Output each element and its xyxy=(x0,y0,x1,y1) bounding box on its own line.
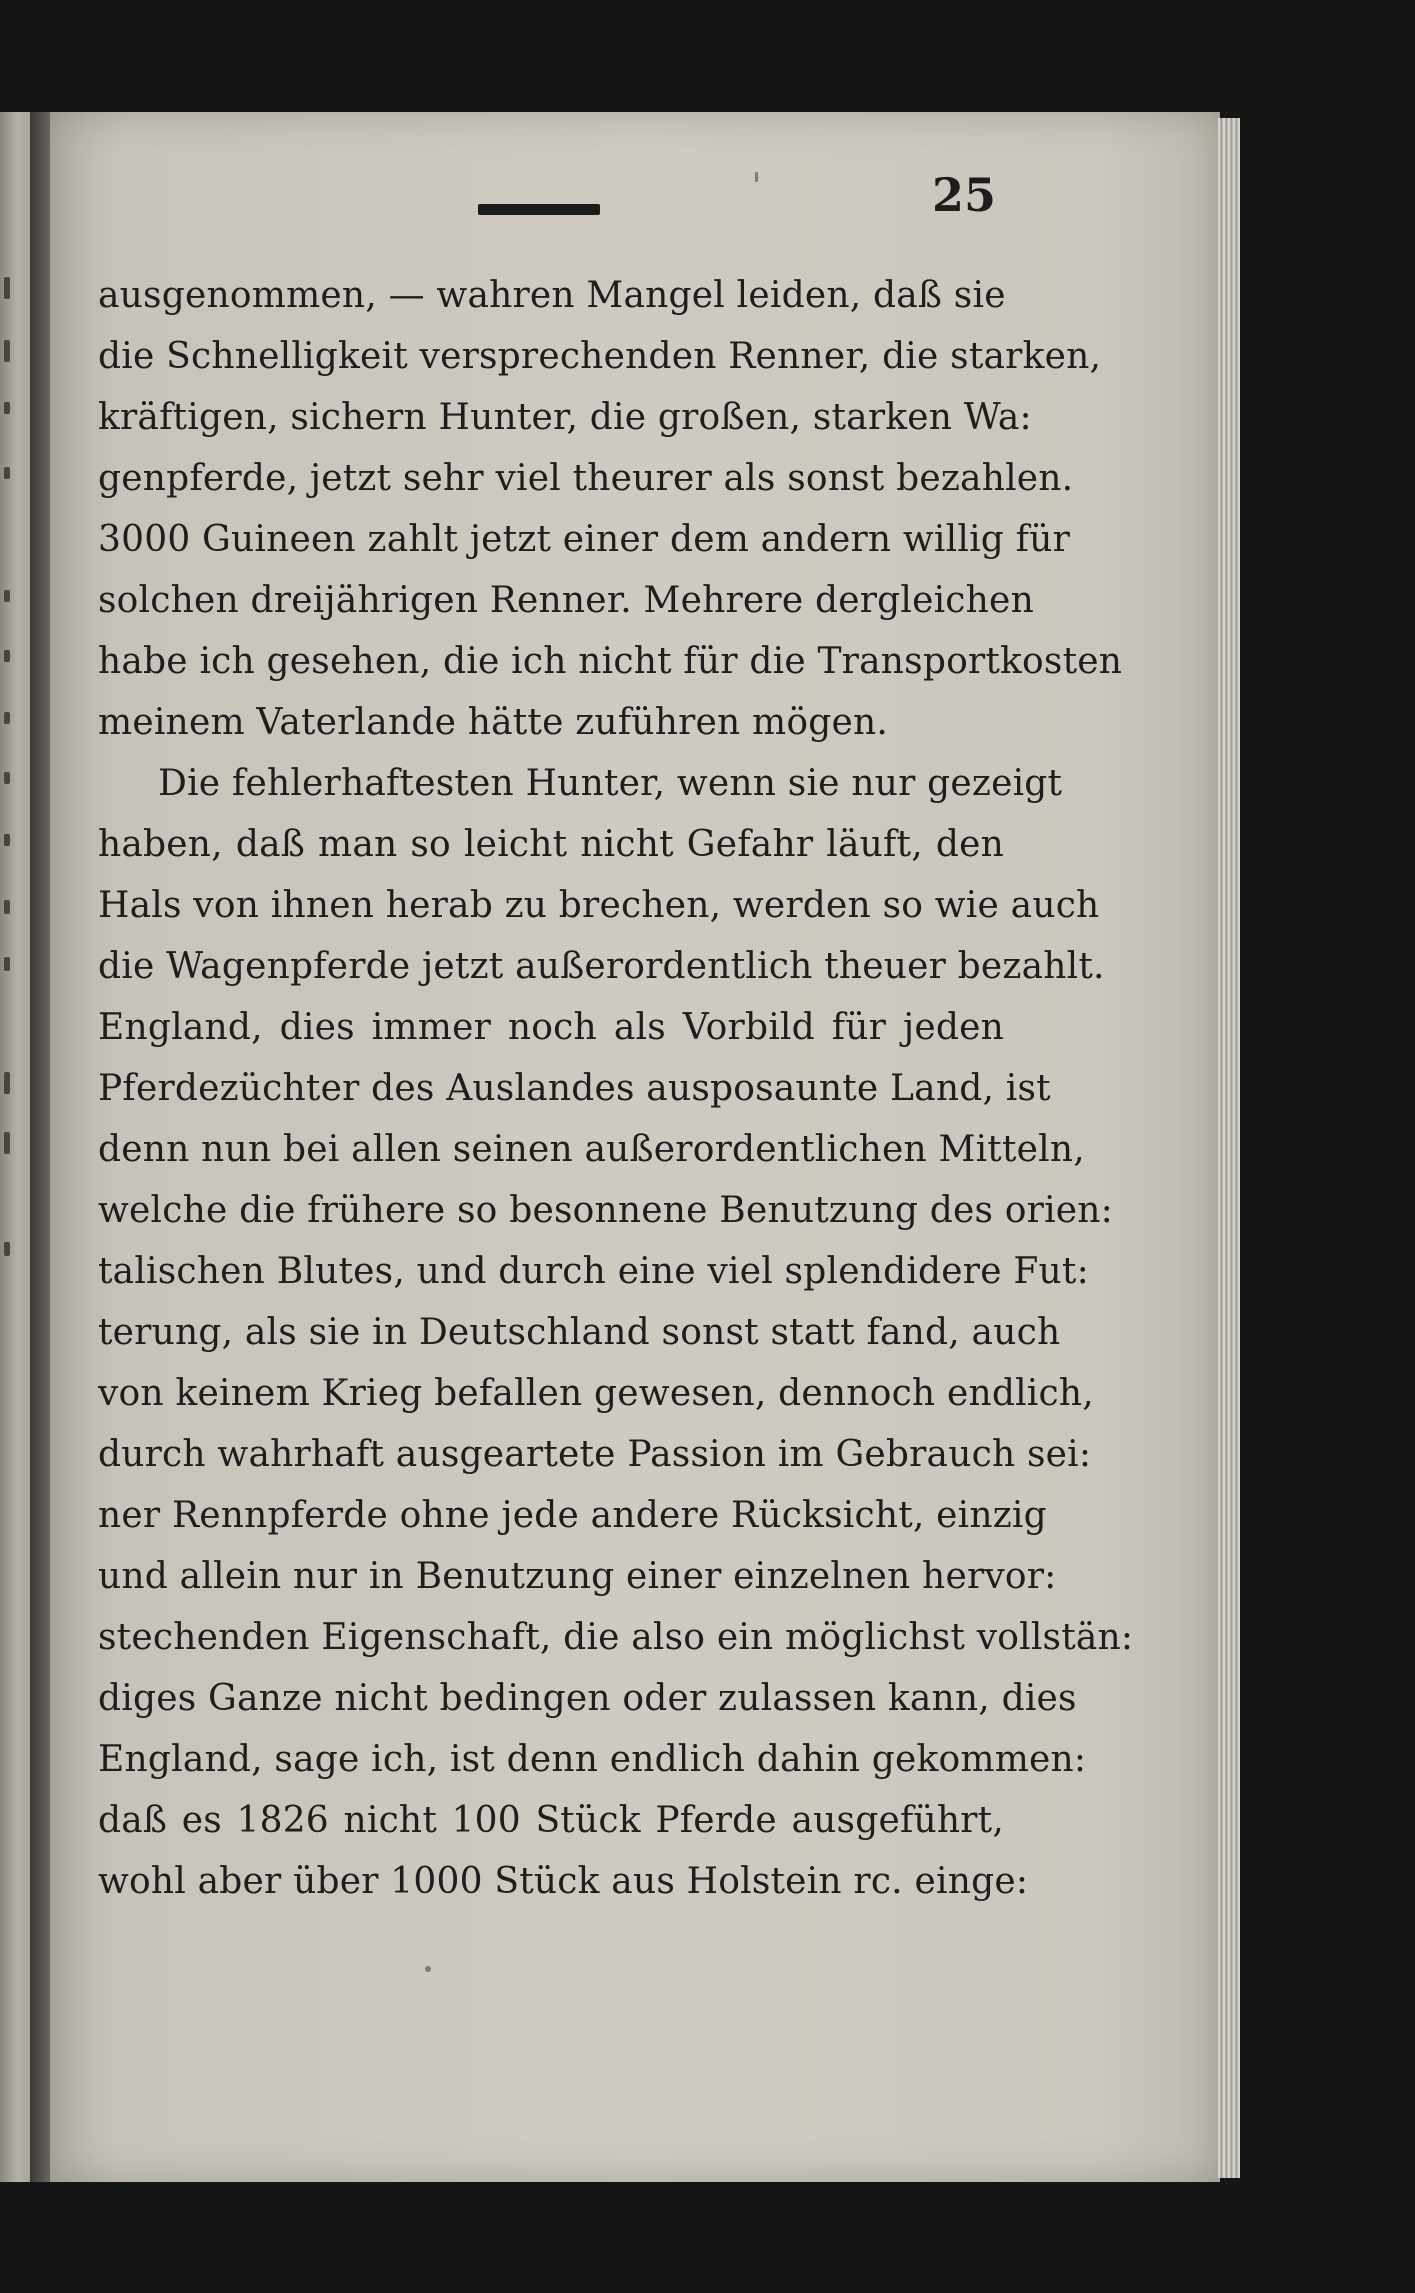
gutter-shadow xyxy=(30,112,52,2182)
text-line: Pferdezüchter des Auslandes ausposaunte Land, ist xyxy=(98,1068,1051,1109)
page-fore-edge xyxy=(1218,118,1240,2178)
text-line: die Schnelligkeit versprechenden Renner, die starken, xyxy=(98,336,1102,377)
bleed-mark xyxy=(4,712,10,724)
bleed-mark xyxy=(4,772,10,784)
body-text xyxy=(98,265,1134,1912)
paragraph-1 xyxy=(98,265,1123,753)
bleed-mark xyxy=(4,900,10,914)
bleed-mark xyxy=(4,340,10,362)
text-line: durch wahrhaft ausgeartete Passion im Gebrauch sei: xyxy=(98,1434,1092,1475)
bleed-mark xyxy=(4,467,10,479)
text-line: haben, daß man so leicht nicht Gefahr läuft, den xyxy=(98,824,1004,865)
paper-speck xyxy=(755,172,758,182)
bleed-mark xyxy=(4,1132,10,1154)
text-line: England, sage ich, ist denn endlich dahin gekommen: xyxy=(98,1739,1087,1780)
bleed-mark xyxy=(4,1072,10,1094)
bleed-mark xyxy=(4,650,10,662)
paper-speck xyxy=(425,1966,431,1972)
text-line: genpferde, jetzt sehr viel theurer als sonst bezahlen. xyxy=(98,458,1074,499)
text-line: von keinem Krieg befallen gewesen, dennoch endlich, xyxy=(98,1373,1094,1414)
text-line: England, dies immer noch als Vorbild für jeden xyxy=(98,1007,1004,1048)
text-line: denn nun bei allen seinen außerordentlichen Mitteln, xyxy=(98,1129,1085,1170)
header-rule xyxy=(478,204,600,215)
text-line: ner Rennpferde ohne jede andere Rücksicht, einzig xyxy=(98,1495,1047,1536)
text-line: wohl aber über 1000 Stück aus Holstein rc. einge: xyxy=(98,1861,1029,1902)
paragraph-2 xyxy=(98,753,1134,1912)
bleed-mark xyxy=(4,957,10,971)
text-line: stechenden Eigenschaft, die also ein möglichst vollstän: xyxy=(98,1617,1134,1658)
left-page-edge xyxy=(0,112,30,2182)
bleed-mark xyxy=(4,590,10,602)
text-line: Hals von ihnen herab zu brechen, werden so wie auch xyxy=(98,885,1100,926)
text-line: solchen dreijährigen Renner. Mehrere dergleichen xyxy=(98,580,1034,621)
bleed-mark xyxy=(4,277,10,299)
text-line: diges Ganze nicht bedingen oder zulassen kann, dies xyxy=(98,1678,1077,1719)
page-number: 25 xyxy=(932,168,997,222)
text-line: und allein nur in Benutzung einer einzelnen hervor: xyxy=(98,1556,1057,1597)
text-line: 3000 Guineen zahlt jetzt einer dem andern willig für xyxy=(98,519,1070,560)
text-line: die Wagenpferde jetzt außerordentlich theuer bezahlt. xyxy=(98,946,1105,987)
text-line: talischen Blutes, und durch eine viel splendidere Fut: xyxy=(98,1251,1089,1292)
text-line: welche die frühere so besonnene Benutzung des orien: xyxy=(98,1190,1114,1231)
bleed-mark xyxy=(4,834,10,846)
text-line: Die fehlerhaftesten Hunter, wenn sie nur gezeigt xyxy=(158,763,1063,804)
text-line: ausgenommen, — wahren Mangel leiden, daß sie xyxy=(98,275,1006,316)
text-line: habe ich gesehen, die ich nicht für die Transportkosten xyxy=(98,641,1123,682)
bleed-mark xyxy=(4,1242,10,1256)
bleed-mark xyxy=(4,402,10,414)
text-line: kräftigen, sichern Hunter, die großen, starken Wa: xyxy=(98,397,1032,438)
text-line: daß es 1826 nicht 100 Stück Pferde ausgeführt, xyxy=(98,1800,1004,1841)
text-line: terung, als sie in Deutschland sonst statt fand, auch xyxy=(98,1312,1061,1353)
text-line: meinem Vaterlande hätte zuführen mögen. xyxy=(98,702,889,743)
